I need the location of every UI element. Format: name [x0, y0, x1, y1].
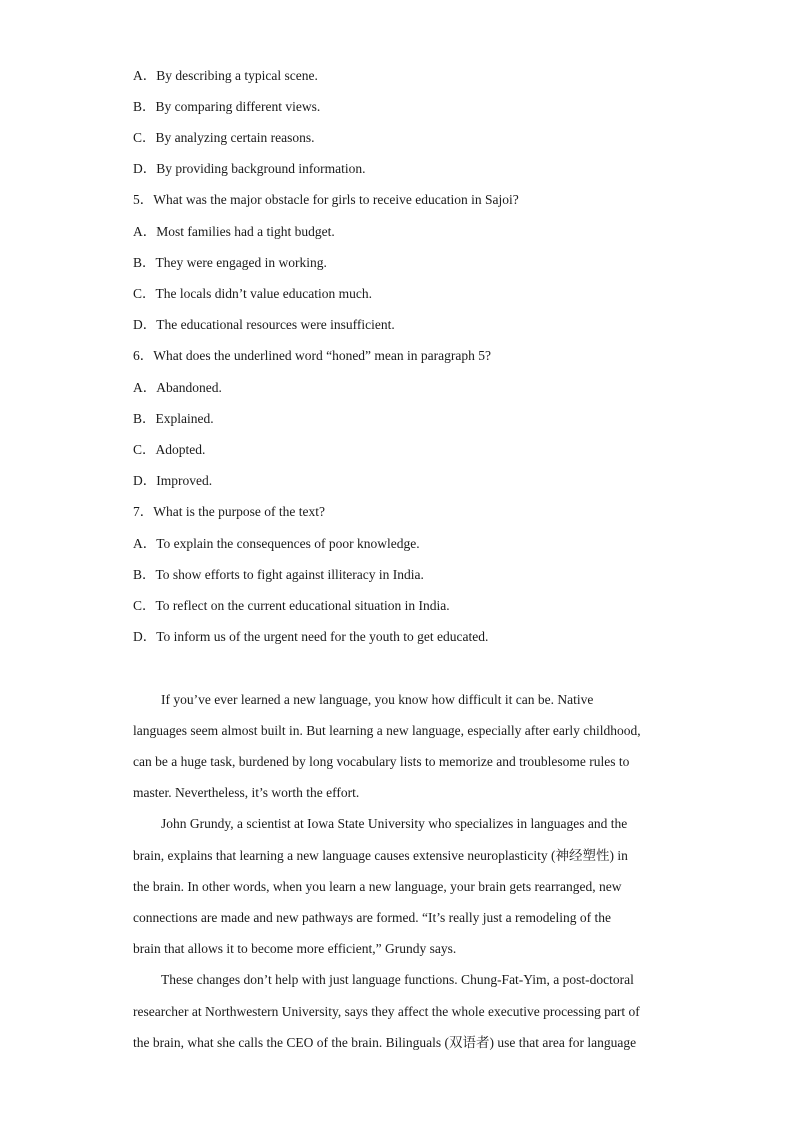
- q5-option-a: A．Most families had a tight budget.: [133, 224, 335, 239]
- q6-option-b: B．Explained.: [133, 411, 214, 426]
- q7-option-c: C．To reflect on the current educational situation in India.: [133, 598, 450, 613]
- passage-p2-line-4: connections are made and new pathways are formed. “It’s really just a remodeling of the: [133, 910, 611, 925]
- passage-p3-line-2: researcher at Northwestern University, says they affect the whole executive processing part of: [133, 1004, 640, 1019]
- passage-p1-line-1: If you’ve ever learned a new language, you know how difficult it can be. Native: [161, 692, 594, 707]
- q7-option-a: A．To explain the consequences of poor knowledge.: [133, 536, 420, 551]
- passage-p2-line-1: John Grundy, a scientist at Iowa State University who specializes in languages and the: [161, 816, 628, 831]
- passage-p3-line-3: the brain, what she calls the CEO of the brain. Bilinguals (双语者) use that area for language: [133, 1035, 637, 1050]
- q7-stem: 7．What is the purpose of the text?: [133, 504, 325, 519]
- q6-option-c: C．Adopted.: [133, 442, 206, 457]
- q5-option-d: D．The educational resources were insufficient.: [133, 317, 395, 332]
- q5-stem: 5．What was the major obstacle for girls to receive education in Sajoi?: [133, 192, 519, 207]
- passage-p1-line-2: languages seem almost built in. But learning a new language, especially after early childhood,: [133, 723, 641, 738]
- q4-option-b: B．By comparing different views.: [133, 99, 321, 114]
- passage-p1-line-3: can be a huge task, burdened by long vocabulary lists to memorize and troublesome rules to: [133, 754, 630, 769]
- q4-option-d: D．By providing background information.: [133, 161, 366, 176]
- q5-option-c: C．The locals didn’t value education much.: [133, 286, 372, 301]
- q6-option-d: D．Improved.: [133, 473, 213, 488]
- q7-option-b: B．To show efforts to fight against illiteracy in India.: [133, 567, 424, 582]
- passage-p2-line-5: brain that allows it to become more efficient,” Grundy says.: [133, 941, 457, 956]
- q5-option-b: B．They were engaged in working.: [133, 255, 327, 270]
- q4-option-c: C．By analyzing certain reasons.: [133, 130, 315, 145]
- passage-p2-line-3: the brain. In other words, when you learn a new language, your brain gets rearranged, new: [133, 879, 622, 894]
- q7-option-d: D．To inform us of the urgent need for the youth to get educated.: [133, 629, 489, 644]
- passage-p3-line-1: These changes don’t help with just language functions. Chung-Fat-Yim, a post-doctoral: [161, 972, 634, 987]
- passage-p1-line-4: master. Nevertheless, it’s worth the effort.: [133, 785, 360, 800]
- passage-p2-line-2: brain, explains that learning a new language causes extensive neuroplasticity (神经塑性) in: [133, 848, 628, 863]
- q4-option-a: A．By describing a typical scene.: [133, 68, 318, 83]
- q6-stem: 6．What does the underlined word “honed” mean in paragraph 5?: [133, 348, 491, 363]
- q6-option-a: A．Abandoned.: [133, 380, 222, 395]
